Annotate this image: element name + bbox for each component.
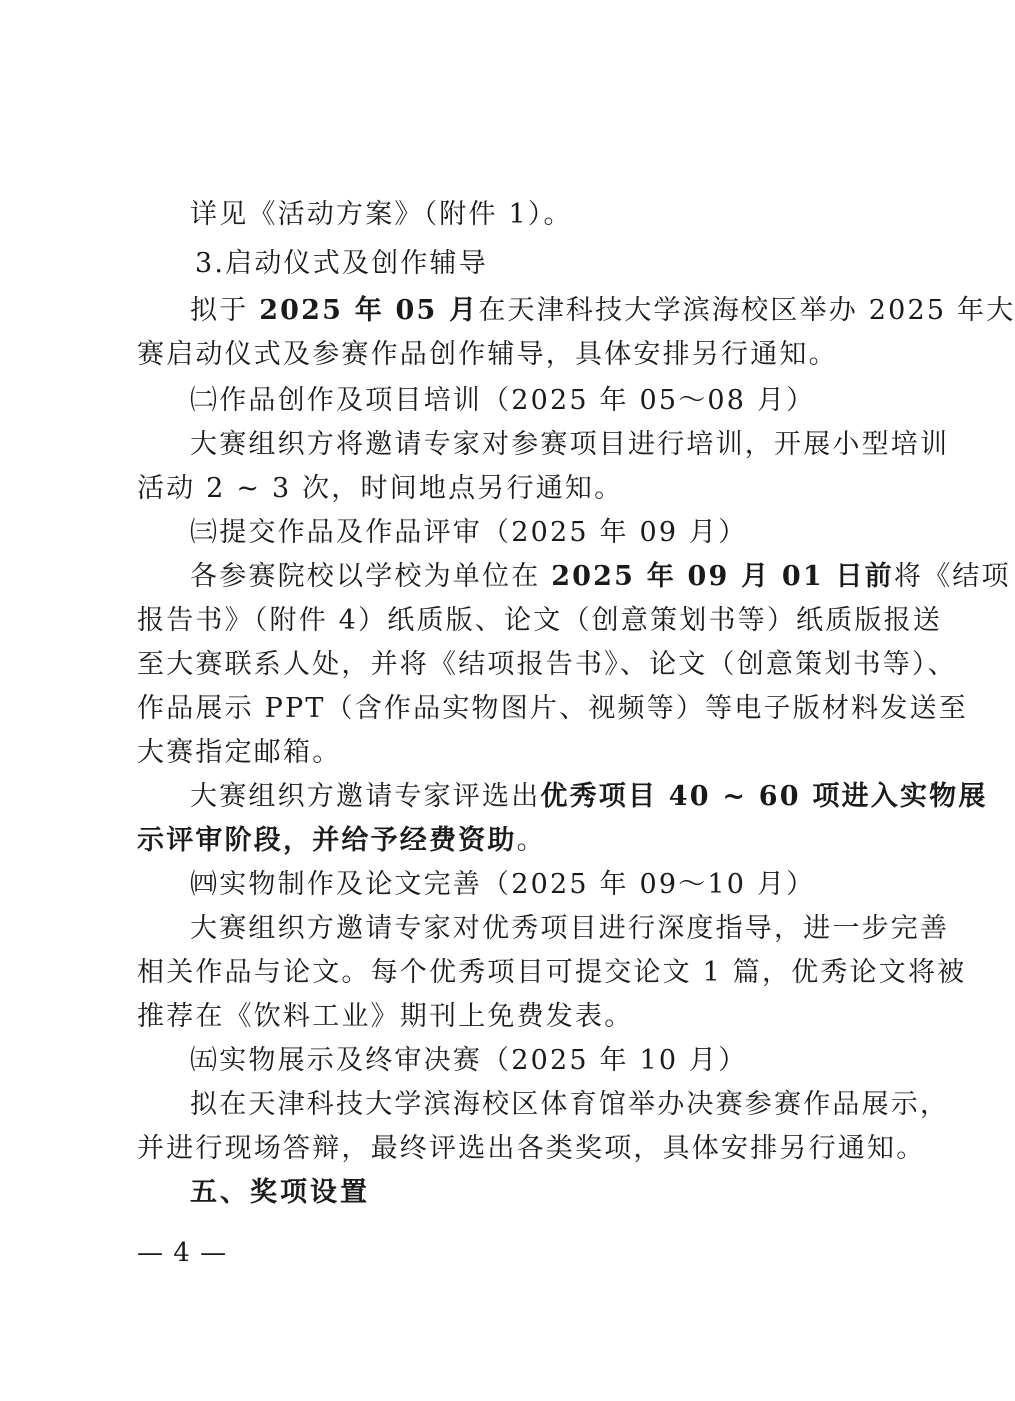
- text: 将《结项: [893, 561, 1011, 592]
- text: 并进行现场答辩，最终评选出各类奖项，具体安排另行通知。: [137, 1133, 926, 1164]
- text: 作品展示 PPT（含作品实物图片、视频等）等电子版材料发送至: [137, 693, 968, 724]
- paragraph-submission-line5: [137, 736, 341, 770]
- bold-excellent-projects: 优秀项目 40 ~ 60 项进入实物展: [540, 781, 988, 812]
- page-number: — 4 —: [137, 1238, 228, 1268]
- paragraph-submission-line4: [137, 692, 968, 726]
- paragraph-final-line1: [190, 1088, 949, 1122]
- paragraph-training-line2: [137, 472, 623, 506]
- text: 推荐在《饮料工业》期刊上免费发表。: [137, 1001, 634, 1032]
- text: 大赛组织方邀请专家评选出: [190, 781, 541, 812]
- section-heading-submission-review: [190, 516, 747, 550]
- text: 详见《活动方案》（附件 1）。: [190, 199, 573, 230]
- text: 大赛组织方邀请专家对优秀项目进行深度指导，进一步完善: [190, 913, 950, 944]
- paragraph-selection-line1: [190, 780, 988, 814]
- paragraph-attachment-ref: [190, 198, 573, 232]
- paragraph-guidance-line2: [137, 956, 966, 990]
- paragraph-selection-line2: [137, 824, 546, 858]
- text: ㈣实物制作及论文完善（2025 年 09～10 月）: [190, 869, 816, 900]
- paragraph-submission-line1: [190, 560, 1011, 594]
- paragraph-final-line2: [137, 1132, 925, 1166]
- bold-deadline: 2025 年 09 月 01 日前: [551, 561, 894, 592]
- paragraph-guidance-line1: [190, 912, 949, 946]
- text: 各参赛院校以学校为单位在: [190, 561, 552, 592]
- section-heading-production-thesis: [190, 868, 815, 902]
- paragraph-launch-line2: [137, 338, 838, 372]
- text: 大赛组织方将邀请专家对参赛项目进行培训，开展小型培训: [190, 429, 950, 460]
- section-heading-creation-training: [190, 384, 815, 418]
- text: 在天津科技大学滨海校区举办 2025 年大: [478, 295, 1015, 326]
- text: 拟在天津科技大学滨海校区体育馆举办决赛参赛作品展示，: [190, 1089, 950, 1120]
- text: 3.启动仪式及创作辅导: [195, 248, 488, 279]
- section-heading-final: [190, 1044, 747, 1078]
- chapter-heading-awards: [190, 1176, 370, 1210]
- text: 五、奖项设置: [190, 1177, 370, 1208]
- text: 赛启动仪式及参赛作品创作辅导，具体安排另行通知。: [137, 339, 838, 370]
- text: ㈢提交作品及作品评审（2025 年 09 月）: [190, 517, 748, 548]
- paragraph-guidance-line3: [137, 1000, 633, 1034]
- text: ㈡作品创作及项目培训（2025 年 05～08 月）: [190, 385, 816, 416]
- paragraph-submission-line2: [137, 604, 942, 638]
- text: 拟于: [190, 295, 260, 326]
- bold-date: 2025 年 05 月: [259, 295, 479, 326]
- text: 。: [516, 825, 546, 856]
- text: 至大赛联系人处，并将《结项报告书》、论文（创意策划书等）、: [137, 649, 957, 680]
- subheading-launch-ceremony: [195, 247, 488, 281]
- text: 相关作品与论文。每个优秀项目可提交论文 1 篇，优秀论文将被: [137, 957, 967, 988]
- text: 大赛指定邮箱。: [137, 737, 342, 768]
- paragraph-submission-line3: [137, 648, 957, 682]
- paragraph-training-line1: [190, 428, 949, 462]
- bold-funding: 示评审阶段，并给予经费资助: [137, 825, 517, 856]
- paragraph-launch-line1: [190, 294, 1015, 328]
- text: 报告书》（附件 4）纸质版、论文（创意策划书等）纸质版报送: [137, 605, 943, 636]
- text: ㈤实物展示及终审决赛（2025 年 10 月）: [190, 1045, 748, 1076]
- text: 活动 2 ~ 3 次，时间地点另行通知。: [137, 473, 624, 504]
